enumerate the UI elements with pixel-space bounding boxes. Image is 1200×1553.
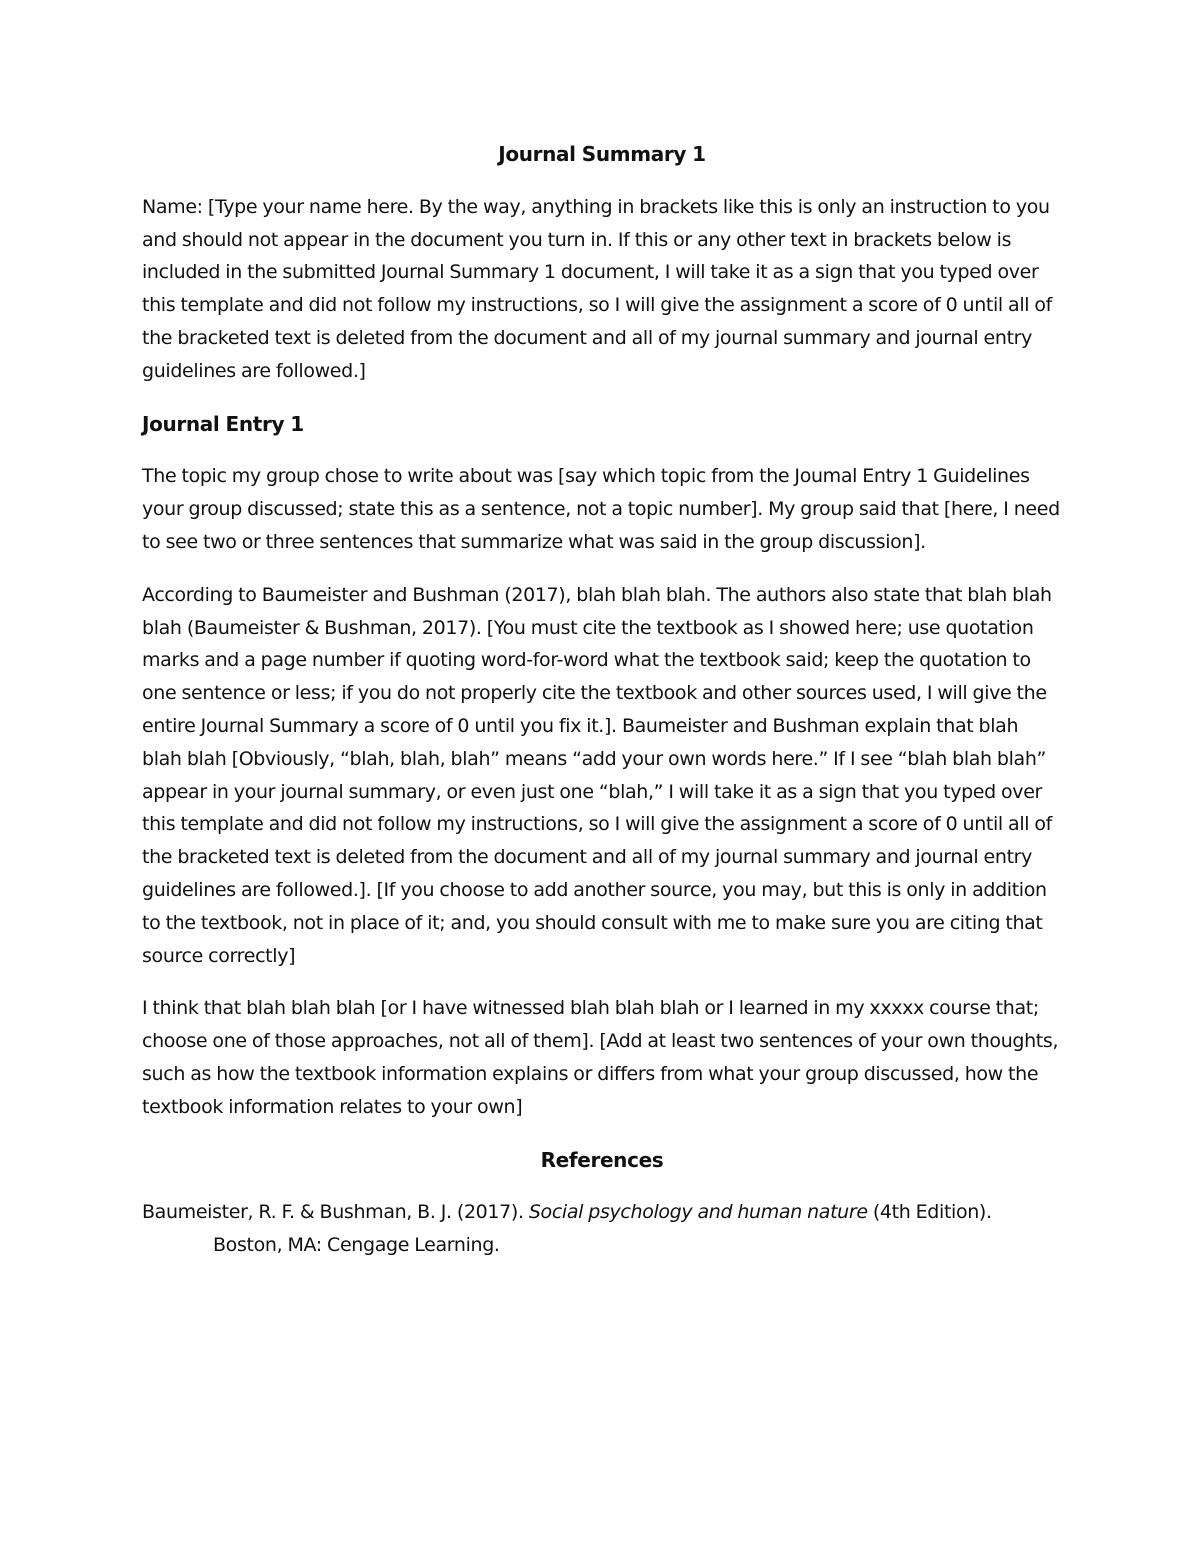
journal-entry-heading: Journal Entry 1	[142, 411, 304, 436]
document-title: Journal Summary 1	[498, 142, 706, 166]
reference-entry	[142, 1196, 1062, 1262]
name-paragraph: Name: [Type your name here. By the way, anything in brackets like this is only an instruction to you and should not appear in the document you turn in. If this or any other text in brackets below is included in the submitted Journal Summary 1 document, I will take it as a sign that you typed over this template and did not follow my instructions, so I will give the assignment a score of 0 until all of the bracketed text is deleted from the document and all of my journal summary and journal entry guidelines are followed.]	[142, 195, 1053, 382]
opinion-paragraph: I think that blah blah blah [or I have witnessed blah blah blah or I learned in my xxxxx course that; choose one of those approaches, not all of them]. [Add at least two sentences of your own thoughts, such as how the textbook information explains or differs from what your group discussed, how the textbook information relates to your own]	[142, 997, 1059, 1118]
references-heading: References	[540, 1147, 664, 1172]
reference-authors: Baumeister, R. F. & Bushman, B. J. (2017).	[142, 1201, 529, 1224]
reference-publication: (4th Edition). Boston, MA: Cengage Learning.	[213, 1201, 992, 1257]
reference-book-title: Social psychology and human nature	[528, 1201, 868, 1224]
textbook-paragraph: According to Baumeister and Bushman (2017), blah blah blah. The authors also state that blah blah blah (Baumeister & Bushman, 2017). [You must cite the textbook as I showed here; use quotation marks and a page number if quoting word-for-word what the textbook said; keep the quotation to one sentence or less; if you do not properly cite the textbook and other sources used, I will give the entire Journal Summary a score of 0 until you fix it.]. Baumeister and Bushman explain that blah blah blah [Obviously, “blah, blah, blah” means “add your own words here.” If I see “blah blah blah” appear in your journal summary, or even just one “blah,” I will take it as a sign that you typed over this template and did not follow my instructions, so I will give the assignment a score of 0 until all of the bracketed text is deleted from the document and all of my journal summary and journal entry guidelines are followed.]. [If you choose to add another source, you may, but this is only in addition to the textbook, not in place of it; and, you should consult with me to make sure you are citing that source correctly]	[142, 583, 1053, 967]
topic-paragraph: The topic my group chose to write about was [say which topic from the Joumal Entry 1 Guidelines your group discussed; state this as a sentence, not a topic number]. My group said that [here, I need to see two or three sentences that summarize what was said in the group discussion].	[142, 465, 1060, 553]
document-body	[142, 138, 1062, 1262]
